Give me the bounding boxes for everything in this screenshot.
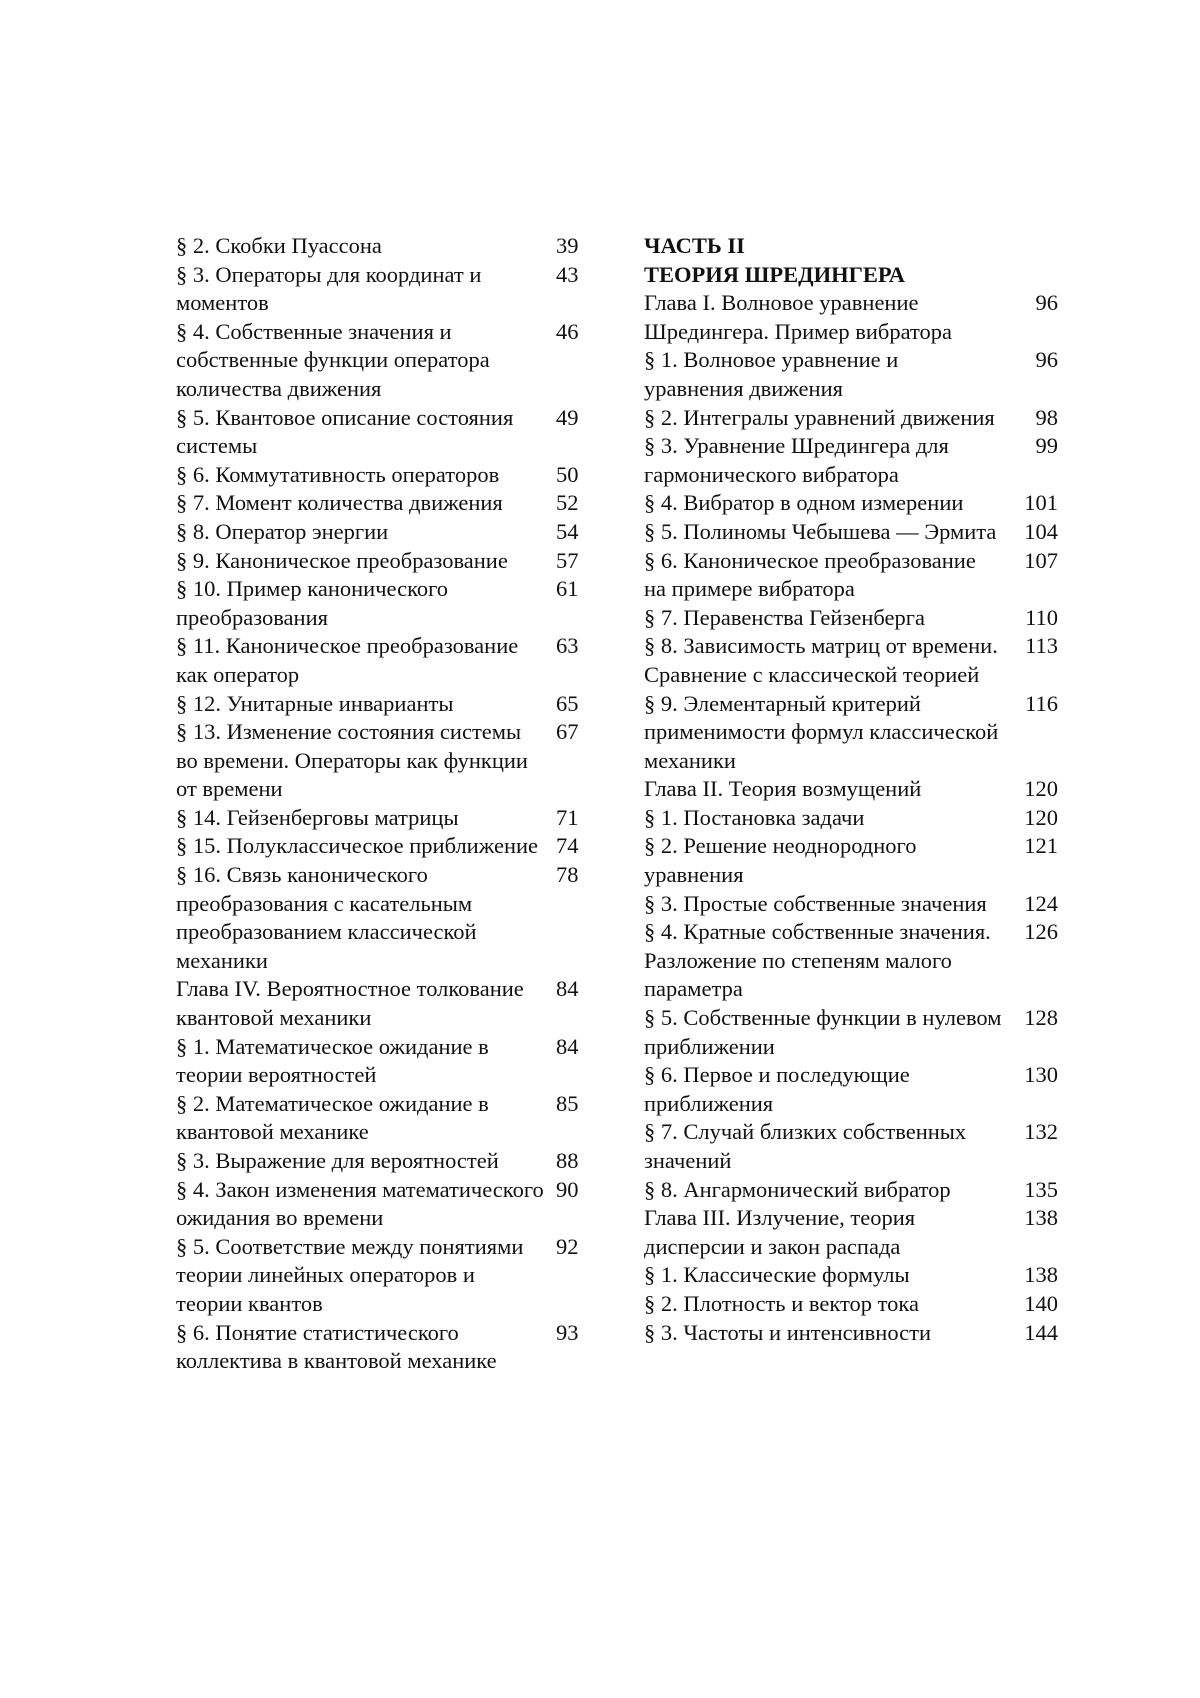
toc-entry-page: 98	[1035, 404, 1058, 430]
toc-entry	[644, 1176, 1058, 1205]
toc-entry-title: § 2. Скобки Пуассона	[176, 233, 382, 258]
toc-entry-title: § 2. Интегралы уравнений движения	[644, 404, 995, 430]
toc-entry-page: 120	[1024, 776, 1058, 802]
toc-entry-title: § 6. Понятие статистического коллектива в квантовой механике	[176, 1319, 497, 1374]
toc-entry	[176, 404, 596, 461]
toc-entry	[644, 1319, 1058, 1348]
toc-entry-title: § 7. Случай близких собственных значений	[644, 1119, 967, 1173]
toc-entry	[176, 1176, 596, 1233]
toc-entry-page: 96	[1035, 290, 1058, 316]
toc-entry	[644, 489, 1058, 518]
toc-entry-title: § 6. Коммутативность операторов	[176, 461, 500, 487]
toc-entry	[644, 604, 1058, 633]
toc-entry-title: § 14. Гейзенберговы матрицы	[176, 804, 459, 830]
toc-entry-page: 128	[1024, 1005, 1058, 1031]
toc-entry-title: Глава III. Излучение, теория дисперсии и закон распада	[644, 1205, 916, 1259]
toc-entry-page: 74	[556, 833, 579, 859]
toc-entry-page: 65	[556, 690, 579, 716]
toc-entry	[176, 1319, 596, 1376]
toc-entry	[644, 404, 1058, 433]
toc-entry	[644, 832, 1058, 889]
toc-entry	[644, 804, 1058, 833]
toc-entry-page: 124	[1024, 890, 1058, 916]
toc-entry-title: § 9. Каноническое преобразование	[176, 547, 508, 573]
toc-entry-title: § 13. Изменение состояния системы во времени. Операторы как функции от времени	[176, 719, 528, 802]
part-title: ТЕОРИЯ ШРЕДИНГЕРА	[644, 261, 906, 287]
toc-entry	[176, 1090, 596, 1147]
toc-entry	[644, 918, 1058, 1004]
toc-entry-title: § 1. Волновое уравнение и уравнения движения	[644, 347, 899, 401]
toc-entry-title: § 2. Решение неоднородного уравнения	[644, 833, 917, 888]
toc-entry-title: § 5. Собственные функции в нулевом приближении	[644, 1005, 1002, 1059]
toc-entry-title: § 12. Унитарные инварианты	[176, 690, 454, 716]
toc-entry-page: 126	[1024, 919, 1058, 945]
toc-entry-title: § 3. Выражение для вероятностей	[176, 1148, 499, 1173]
toc-entry-title: § 3. Простые собственные значения	[644, 890, 987, 916]
toc-entry-title: § 4. Закон изменения математического ожидания во времени	[176, 1176, 544, 1231]
toc-entry-page: 67	[556, 719, 579, 745]
toc-entry-title: § 6. Каноническое преобразование на примере вибратора	[644, 547, 976, 602]
toc-entry	[176, 690, 596, 719]
toc-entry-page: 140	[1024, 1290, 1058, 1316]
toc-entry-title: § 1. Постановка задачи	[644, 804, 865, 830]
toc-entry-page: 57	[556, 547, 579, 573]
toc-entry-page: 39	[556, 233, 579, 258]
toc-entry-page: 96	[1035, 347, 1058, 373]
toc-entry-page: 71	[556, 804, 579, 830]
toc-entry	[176, 1233, 596, 1319]
toc-entry	[176, 632, 596, 689]
toc-entry-title: § 3. Уравнение Шредингера для гармонического вибратора	[644, 433, 949, 487]
toc-entry-page: 54	[556, 518, 579, 544]
toc-entry-title: § 8. Ангармонический вибратор	[644, 1176, 951, 1202]
toc-entry	[176, 832, 596, 861]
toc-left-column	[176, 232, 596, 1376]
toc-entry	[176, 232, 596, 261]
toc-entry-title: Глава II. Теория возмущений	[644, 776, 922, 802]
toc-entry	[176, 318, 596, 404]
toc-entry	[176, 1147, 596, 1176]
toc-entry-page: 138	[1024, 1205, 1058, 1231]
toc-entry-page: 46	[556, 318, 579, 344]
toc-entry-title: § 4. Вибратор в одном измерении	[644, 490, 964, 516]
toc-entry	[644, 518, 1058, 547]
toc-entry-page: 78	[556, 862, 579, 888]
toc-entry-page: 84	[556, 976, 579, 1002]
toc-entry	[176, 461, 596, 490]
toc-entry	[644, 1261, 1058, 1290]
toc-entry-page: 52	[556, 490, 579, 516]
toc-entry-page: 116	[1025, 690, 1058, 716]
toc-entry-page: 61	[556, 576, 579, 602]
part-heading: ЧАСТЬ II	[644, 233, 745, 258]
toc-right-column	[644, 232, 1058, 1347]
toc-entry-page: 84	[556, 1033, 579, 1059]
toc-entry	[176, 547, 596, 576]
toc-entry-title: § 5. Соответствие между понятиями теории линейных операторов и теории квантов	[176, 1233, 524, 1316]
toc-entry-page: 110	[1025, 604, 1058, 630]
toc-entry	[176, 575, 596, 632]
toc-entry	[644, 346, 1058, 403]
toc-entry	[176, 861, 596, 975]
toc-entry-page: 121	[1024, 833, 1058, 859]
toc-entry-title: § 4. Кратные собственные значения. Разложение по степеням малого параметра	[644, 919, 991, 1002]
toc-entry-page: 63	[556, 633, 579, 659]
toc-entry-title: Глава I. Волновое уравнение Шредингера. Пример вибратора	[644, 290, 953, 344]
toc-entry	[176, 489, 596, 518]
toc-entry-page: 120	[1024, 804, 1058, 830]
toc-entry-title: § 5. Квантовое описание состояния системы	[176, 404, 514, 459]
toc-entry	[644, 547, 1058, 604]
toc-entry-page: 93	[556, 1319, 579, 1345]
toc-entry-page: 88	[556, 1148, 579, 1173]
toc-entry-page: 104	[1024, 518, 1058, 544]
toc-entry	[644, 890, 1058, 919]
toc-entry-title: § 5. Полиномы Чебышева — Эрмита	[644, 518, 997, 544]
toc-entry-page: 135	[1024, 1176, 1058, 1202]
toc-entry-page: 101	[1024, 490, 1058, 516]
toc-chapter-entry	[644, 1204, 1058, 1261]
toc-entry	[644, 632, 1058, 689]
toc-entry	[644, 432, 1058, 489]
toc-entry-title: § 2. Математическое ожидание в квантовой механике	[176, 1090, 489, 1145]
toc-entry-page: 132	[1024, 1119, 1058, 1145]
toc-entry	[176, 261, 596, 318]
toc-entry-page: 50	[556, 461, 579, 487]
toc-entry	[644, 1004, 1058, 1061]
toc-entry-title: § 4. Собственные значения и собственные функции оператора количества движения	[176, 318, 490, 401]
toc-entry-title: § 7. Момент количества движения	[176, 490, 503, 516]
toc-entry-page: 85	[556, 1090, 579, 1116]
toc-entry	[644, 1061, 1058, 1118]
toc-entry-title: § 15. Полуклассическое приближение	[176, 833, 539, 859]
toc-entry-page: 144	[1024, 1319, 1058, 1345]
toc-entry-title: § 8. Зависимость матриц от времени. Сравнение с классической теорией	[644, 633, 998, 687]
toc-chapter-entry	[644, 775, 1058, 804]
toc-chapter-entry	[176, 975, 596, 1032]
toc-entry-page: 107	[1024, 547, 1058, 573]
toc-entry-title: § 7. Перавенства Гейзенберга	[644, 604, 925, 630]
toc-entry-title: § 9. Элементарный критерий применимости формул классической механики	[644, 690, 999, 773]
toc-entry-page: 49	[556, 404, 579, 430]
toc-entry-page: 92	[556, 1233, 579, 1259]
toc-entry	[176, 1033, 596, 1090]
toc-entry-page: 43	[556, 261, 579, 287]
toc-entry	[176, 718, 596, 804]
toc-entry-page: 99	[1035, 433, 1058, 459]
toc-entry-title: Глава IV. Вероятностное толкование квантовой механики	[176, 976, 524, 1031]
toc-entry-page: 90	[556, 1176, 579, 1202]
toc-entry-title: § 1. Математическое ожидание в теории вероятностей	[176, 1033, 489, 1088]
toc-entry-title: § 3. Частоты и интенсивности	[644, 1319, 932, 1345]
toc-entry-title: § 16. Связь канонического преобразования с касательным преобразованием классической механики	[176, 862, 477, 973]
toc-chapter-entry	[644, 289, 1058, 346]
toc-entry-title: § 10. Пример канонического преобразования	[176, 576, 449, 630]
toc-entry	[644, 1290, 1058, 1319]
toc-entry	[644, 1118, 1058, 1175]
toc-entry-title: § 11. Каноническое преобразование как оператор	[176, 633, 519, 687]
toc-entry-title: § 1. Классические формулы	[644, 1262, 910, 1288]
toc-entry-title: § 8. Оператор энергии	[176, 518, 389, 544]
toc-entry-page: 130	[1024, 1062, 1058, 1088]
toc-entry-page: 138	[1024, 1262, 1058, 1288]
toc-entry-page: 113	[1025, 633, 1058, 659]
toc-entry-title: § 2. Плотность и вектор тока	[644, 1290, 919, 1316]
toc-entry	[176, 804, 596, 833]
toc-entry	[176, 518, 596, 547]
toc-entry	[644, 690, 1058, 776]
toc-entry-title: § 3. Операторы для координат и моментов	[176, 261, 482, 316]
toc-entry-title: § 6. Первое и последующие приближения	[644, 1062, 910, 1116]
